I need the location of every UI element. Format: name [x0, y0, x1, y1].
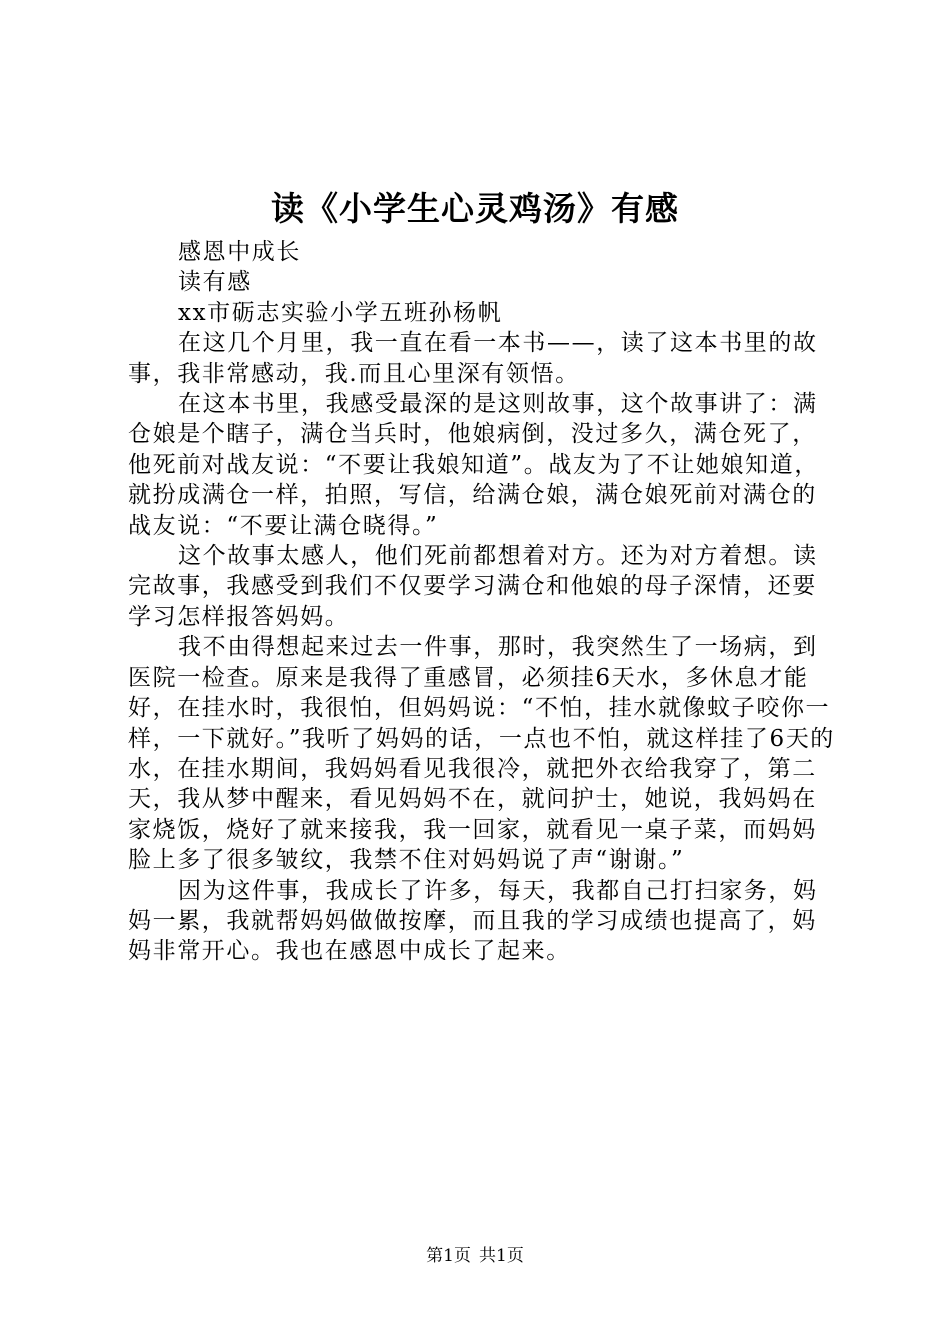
document-body — [128, 237, 838, 967]
body-paragraph: 我不由得想起来过去一件事，那时，我突然生了一场病，到医院一检查。原来是我得了重感冒，必须挂6天水，多休息才能好，在挂水时，我很怕，但妈妈说：“不怕，挂水就像蚊子咬你一样，一下就好。”我听了妈妈的话，一点也不怕，就这样挂了6天的水，在挂水期间，我妈妈看见我很冷，就把外衣给我穿了，第二天，我从梦中醒来，看见妈妈不在，就问护士，她说，我妈妈在家烧饭，烧好了就来接我，我一回家，就看见一桌子菜，而妈妈脸上多了很多皱纹，我禁不住对妈妈说了声“谢谢。” — [128, 634, 835, 874]
body-paragraph: 这个故事太感人，他们死前都想着对方。还为对方着想。读完故事，我感受到我们不仅要学习满仓和他娘的母子深情，还要学习怎样报答妈妈。 — [128, 543, 818, 630]
page-total: 共1页 — [479, 1246, 524, 1266]
document-title: 读《小学生心灵鸡汤》有感 — [271, 189, 679, 228]
author-line: xx市砺志实验小学五班孙杨帆 — [178, 299, 503, 326]
body-paragraph: 在这几个月里，我一直在看一本书——，读了这本书里的故事，我非常感动，我.而且心里深有领悟。 — [128, 330, 818, 387]
body-paragraph: 因为这件事，我成长了许多，每天，我都自己打扫家务，妈妈一累，我就帮妈妈做做按摩，而且我的学习成绩也提高了，妈妈非常开心。我也在感恩中成长了起来。 — [128, 877, 818, 965]
subtitle-line: 读有感 — [178, 269, 252, 296]
subtitle-line: 感恩中成长 — [178, 239, 301, 265]
page-number: 第1页 — [426, 1246, 471, 1266]
page-footer — [0, 1244, 950, 1268]
body-paragraph: 在这本书里，我感受最深的是这则故事，这个故事讲了：满仓娘是个瞎子，满仓当兵时，他娘病倒，没过多久，满仓死了，他死前对战友说：“不要让我娘知道”。战友为了不让她娘知道，就扮成满仓一样，拍照，写信，给满仓娘，满仓娘死前对满仓的战友说：“不要让满仓晓得。” — [128, 391, 819, 539]
